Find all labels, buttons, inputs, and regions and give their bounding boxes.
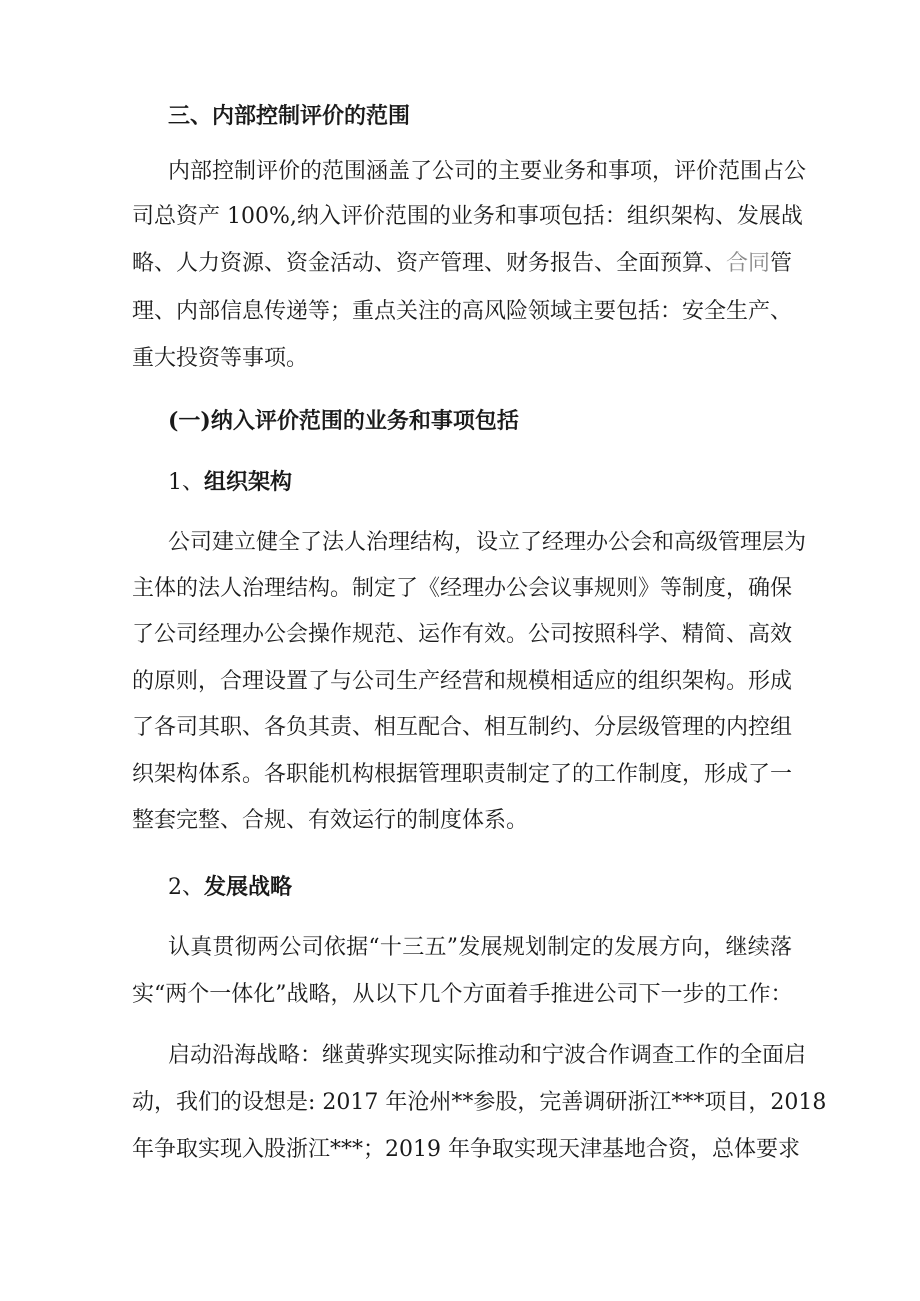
paragraph-line: 了公司经理办公会操作规范、运作有效。公司按照科学、精简、高效 xyxy=(132,622,793,647)
paragraph-line: 司总资产 100%,纳入评价范围的业务和事项包括：组织架构、发展战 xyxy=(132,204,803,229)
text-segment: 管 xyxy=(770,251,793,276)
paragraph-line: 年争取实现入股浙江***；2019 年争取实现天津基地合资，总体要求 xyxy=(132,1137,800,1162)
paragraph-line xyxy=(132,249,792,279)
paragraph-line: 织架构体系。各职能机构根据管理职责制定了的工作制度，形成了一 xyxy=(132,762,793,787)
paragraph-line: 了各司其职、各负其责、相互配合、相互制约、分层级管理的内控组 xyxy=(132,715,793,740)
subsection-title: (一)纳入评价范围的业务和事项包括 xyxy=(168,408,519,434)
item-heading xyxy=(168,872,292,903)
item-title: 发展战略 xyxy=(204,874,293,900)
paragraph-line: 公司建立健全了法人治理结构，设立了经理办公会和高级管理层为 xyxy=(168,530,807,555)
hyperlink-text[interactable]: 合同 xyxy=(726,251,771,276)
paragraph-line: 实“两个一体化”战略，从以下几个方面着手推进公司下一步的工作： xyxy=(132,982,793,1007)
item-number: 2、 xyxy=(168,875,204,900)
text-segment: 略、人力资源、资金活动、资产管理、财务报告、全面预算、 xyxy=(132,251,727,276)
item-heading xyxy=(168,467,292,498)
item-title: 组织架构 xyxy=(204,469,293,495)
item-number: 1、 xyxy=(168,470,204,495)
paragraph-line: 整套完整、合规、有效运行的制度体系。 xyxy=(132,808,529,833)
paragraph-line: 理、内部信息传递等；重点关注的高风险领域主要包括：安全生产、 xyxy=(132,299,793,324)
paragraph-line: 内部控制评价的范围涵盖了公司的主要业务和事项，评价范围占公 xyxy=(168,159,807,184)
paragraph-line: 重大投资等事项。 xyxy=(132,346,309,371)
paragraph-line: 的原则，合理设置了与公司生产经营和规模相适应的组织架构。形成 xyxy=(132,669,793,694)
paragraph-line: 启动沿海战略：继黄骅实现实际推动和宁波合作调查工作的全面启 xyxy=(168,1043,807,1068)
paragraph-line: 主体的法人治理结构。制定了《经理办公会议事规则》等制度，确保 xyxy=(132,576,793,601)
paragraph-line: 动，我们的设想是: 2017 年沧州**参股，完善调研浙江***项目，2018 xyxy=(132,1090,827,1115)
paragraph-line: 认真贯彻两公司依据“十三五”发展规划制定的发展方向，继续落 xyxy=(168,935,792,960)
section-title: 三、内部控制评价的范围 xyxy=(168,103,411,129)
